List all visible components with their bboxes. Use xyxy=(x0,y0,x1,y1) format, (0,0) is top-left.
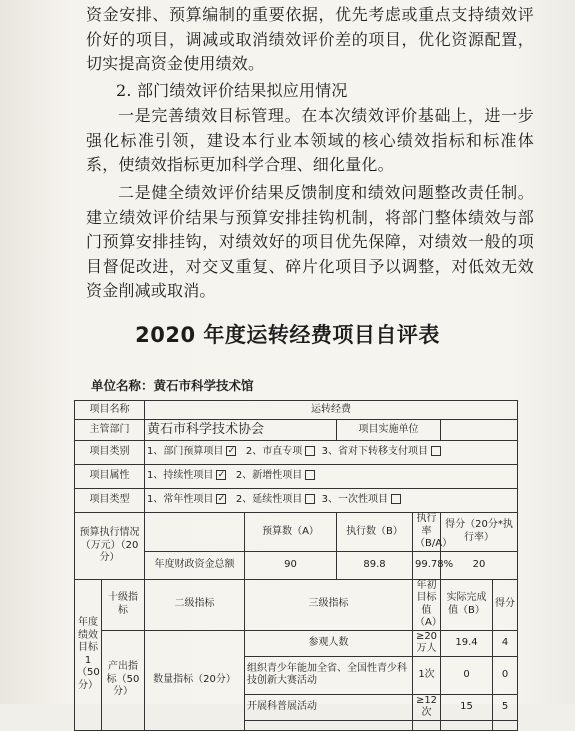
cell-label: 项目属性 xyxy=(75,465,145,489)
score-value: 5 xyxy=(493,694,518,720)
table-row xyxy=(75,489,518,513)
execution-rate: 99.78% xyxy=(413,551,441,579)
checkbox xyxy=(305,446,315,456)
table-row xyxy=(75,630,518,656)
checkbox xyxy=(305,470,315,480)
table-row xyxy=(75,420,518,441)
paragraph-goal-management: 一是完善绩效目标管理。在本次绩效评价基础上，进一步强化标准引领，建设本行业本领域的核心绩效指标和标准体系，使绩效指标更加科学合理、细化量化。 xyxy=(86,106,534,174)
col-header: 二级指标 xyxy=(145,579,245,630)
col-header: 预算数（A） xyxy=(245,513,337,552)
cell-empty xyxy=(493,720,518,730)
checkbox: ✓ xyxy=(217,470,226,481)
section-heading: 2. 部门绩效评价结果拟应用情况 xyxy=(116,81,348,100)
checkbox xyxy=(305,494,315,504)
table-title: 2020 年度运转经费项目自评表 xyxy=(135,323,440,347)
table-row xyxy=(75,579,518,630)
attribute-options xyxy=(145,465,518,489)
option-label: 2、延续性项目 xyxy=(235,494,303,506)
self-evaluation-table xyxy=(74,400,518,731)
target-value: 1次 xyxy=(413,656,441,694)
col-header: 执行率（B/A） xyxy=(413,513,441,552)
option-label: 1、持续性项目 xyxy=(147,470,214,482)
target-value: ≥12次 xyxy=(413,694,441,720)
col-header: 执行数（B） xyxy=(337,513,413,552)
indicator-name: 组织青少年能加全省、全国性青少科技创新大赛活动 xyxy=(245,656,413,694)
indicator-name: 开展科普展活动 xyxy=(245,694,413,720)
col-header: 得分 xyxy=(493,579,518,630)
score-value: 4 xyxy=(493,630,518,656)
checkbox xyxy=(431,446,441,456)
cell-label: 主管部门 xyxy=(75,420,145,441)
cell-empty xyxy=(245,720,413,730)
indicator-name: 参观人数 xyxy=(245,630,413,656)
budget-value: 90 xyxy=(245,551,337,579)
table-row xyxy=(75,465,518,489)
checkbox: ✓ xyxy=(217,494,226,505)
cell-label: 项目类型 xyxy=(75,489,145,513)
checkbox xyxy=(391,494,401,504)
option-label: 1、部门预算项目 xyxy=(147,446,224,458)
cell-impl-value xyxy=(441,420,518,441)
cell-empty xyxy=(413,720,441,730)
table-row xyxy=(75,513,518,552)
cell-goal-label: 年度绩效目标1（50分） xyxy=(75,579,102,730)
budget-score: 20 xyxy=(441,551,518,579)
table-row xyxy=(75,401,518,420)
option-label: 1、常年性项目 xyxy=(147,494,214,506)
score-value: 0 xyxy=(493,656,518,694)
option-label: 2、市直专项 xyxy=(245,446,303,458)
actual-value: 19.4 xyxy=(441,630,493,656)
col-header: 实际完成值（B） xyxy=(441,579,493,630)
cell-project-name: 运转经费 xyxy=(145,401,518,420)
cell-label: 预算执行情况（万元）（20分） xyxy=(75,513,145,580)
option-label: 2、新增性项目 xyxy=(235,470,303,482)
option-label: 3、省对下转移支付项目 xyxy=(321,446,429,458)
checkbox: ✓ xyxy=(227,446,236,457)
cell-empty xyxy=(441,720,493,730)
unit-name-label: 单位名称： xyxy=(91,378,154,393)
col-header: 年初目标值（A） xyxy=(413,579,441,630)
paragraph-feedback-system: 二是健全绩效评价结果反馈制度和绩效问题整改责任制。建立绩效评价结果与预算安排挂钩机制，将部门整体绩效与部门预算安排挂钩，对绩效好的项目优先保障，对绩效一般的项目督促改进，对交叉重复、碎片化项目予以调整，对低效无效资金削减或取消。 xyxy=(86,183,534,300)
cell-empty xyxy=(145,513,245,552)
paragraph-results-application: 资金安排、预算编制的重要依据，优先考虑或重点支持绩效评价好的项目，调减或取消绩效评价差的项目，优化资源配置，切实提高资金使用绩效。 xyxy=(86,5,534,73)
col-header: 得分（20分*执行率） xyxy=(441,513,518,552)
category-options xyxy=(145,441,518,465)
cell-label: 项目实施单位 xyxy=(337,420,441,441)
executed-value: 89.8 xyxy=(337,551,413,579)
cell-label: 项目名称 xyxy=(75,401,145,420)
actual-value: 15 xyxy=(441,694,493,720)
col-header: 十级指标 xyxy=(102,579,145,630)
table-row xyxy=(75,441,518,465)
target-value: ≥20万人 xyxy=(413,630,441,656)
option-label: 3、一次性项目 xyxy=(321,494,389,506)
cell-dept: 黄石市科学技术协会 xyxy=(145,420,337,441)
cell-label: 年度财政资金总额 xyxy=(145,551,245,579)
cell-label: 项目类别 xyxy=(75,441,145,465)
type-options xyxy=(145,489,518,513)
unit-name-value: 黄石市科学技术馆 xyxy=(153,378,254,393)
cell-output-label: 产出指标（50分） xyxy=(102,630,145,730)
actual-value: 0 xyxy=(441,656,493,694)
cell-quantity-label: 数量指标（20分） xyxy=(145,630,245,730)
col-header: 三级指标 xyxy=(245,579,413,630)
unit-name-line xyxy=(91,376,254,394)
